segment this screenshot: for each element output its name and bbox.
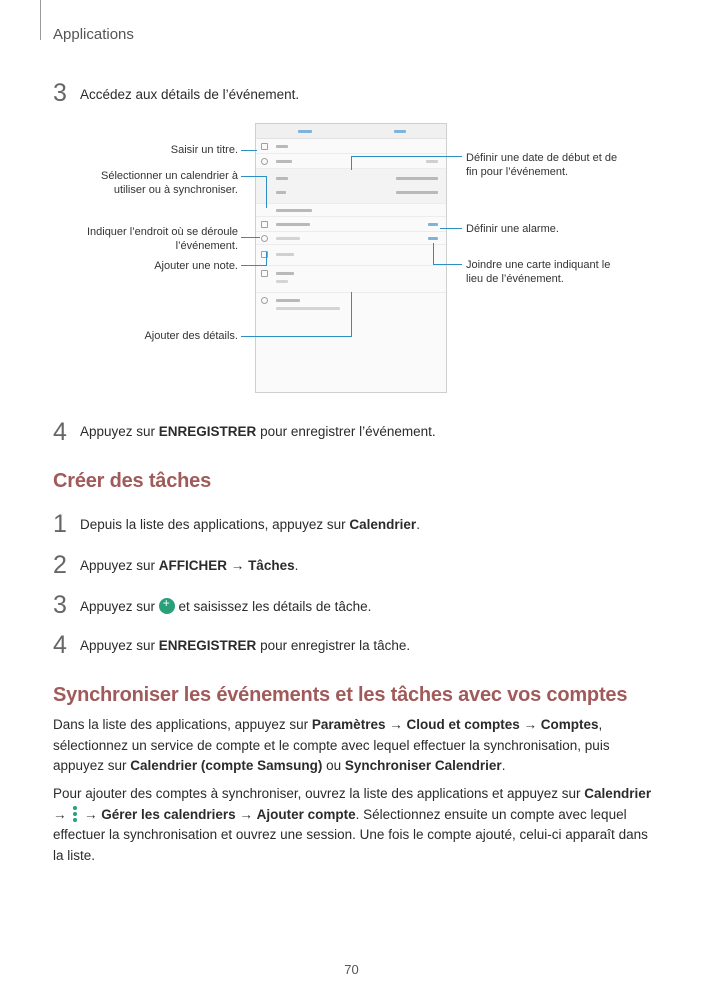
callout-line-map <box>433 264 462 265</box>
calendar-row <box>256 204 446 217</box>
callout-line-dates <box>351 156 462 157</box>
step-text: Appuyez sur AFFICHER → Tâches. <box>80 558 299 573</box>
callout-line-alarm <box>440 228 462 229</box>
callout-line-dates-v <box>351 156 352 170</box>
callout-place-1: Indiquer l’endroit où se déroule <box>86 226 238 238</box>
page-header-title: Applications <box>53 26 134 43</box>
callout-note: Ajouter une note. <box>154 260 238 272</box>
title-row <box>256 139 446 154</box>
step-number: 4 <box>53 631 67 659</box>
header-rule <box>40 0 41 40</box>
callout-calendar-1: Sélectionner un calendrier à <box>101 170 238 182</box>
callout-map-1: Joindre une carte indiquant le <box>466 259 611 271</box>
note-row <box>256 245 446 266</box>
callout-calendar-2: utiliser ou à synchroniser. <box>113 184 238 196</box>
dates-row <box>256 169 446 204</box>
paragraph: Pour ajouter des comptes à synchroniser, ouvrez la liste des applications et appuyez sur Calendrier → → Gérer les calendriers → Ajouter compte. Sélectionnez ensuite un compte avec lequel effectuer la synchronisation et ouvrez une session. Une fois le compte ajouté, celui-ci apparaît dans la liste. <box>53 786 652 863</box>
callout-line-calendar-v <box>266 176 267 208</box>
callout-alarm: Définir une alarme. <box>466 223 559 235</box>
step-number: 3 <box>53 591 67 619</box>
step-number: 3 <box>53 79 67 107</box>
callout-line-note <box>241 265 266 266</box>
step-text: Appuyez sur + et saisissez les détails de tâche. <box>80 598 371 615</box>
step-text: Accédez aux détails de l’événement. <box>80 87 300 102</box>
repeat-row <box>256 266 446 293</box>
step-text: Depuis la liste des applications, appuyez sur Calendrier. <box>80 517 420 532</box>
section-title: Synchroniser les événements et les tâches avec vos comptes <box>53 684 628 706</box>
callout-line-place <box>241 237 260 238</box>
callout-line-title <box>241 150 257 151</box>
more-options-icon <box>72 806 78 822</box>
callout-details: Ajouter des détails. <box>144 330 238 342</box>
callout-dates-2: fin pour l’événement. <box>466 166 569 178</box>
paragraph: Dans la liste des applications, appuyez sur Paramètres → Cloud et comptes → Comptes, sélectionnez un service de compte et le compte avec lequel effectuer la synchronisation, puis appuyez sur Calendrier (compte Samsung) ou Synchroniser Calendrier. <box>53 717 610 773</box>
page-number: 70 <box>344 962 359 977</box>
step-number: 4 <box>53 418 67 446</box>
callout-dates-1: Définir une date de début et de <box>466 152 618 164</box>
callout-line-calendar <box>241 176 267 177</box>
callout-line-details <box>241 336 351 337</box>
alarm-row <box>256 217 446 232</box>
callout-title: Saisir un titre. <box>170 144 238 156</box>
section-title: Créer des tâches <box>53 470 212 492</box>
location-row <box>256 232 446 245</box>
callout-map-2: lieu de l’événement. <box>466 273 564 285</box>
step-text: Appuyez sur ENREGISTRER pour enregistrer la tâche. <box>80 638 411 653</box>
callout-line-note-v <box>266 252 267 266</box>
add-icon <box>159 598 175 614</box>
event-screen-topbar <box>256 124 446 139</box>
callout-place-2: l’événement. <box>175 240 238 252</box>
step-number: 2 <box>53 551 67 579</box>
step-number: 1 <box>53 510 67 538</box>
callout-line-details-v <box>351 292 352 337</box>
step-text: Appuyez sur ENREGISTRER pour enregistrer l’événement. <box>80 424 436 439</box>
callout-line-map-v <box>433 243 434 265</box>
